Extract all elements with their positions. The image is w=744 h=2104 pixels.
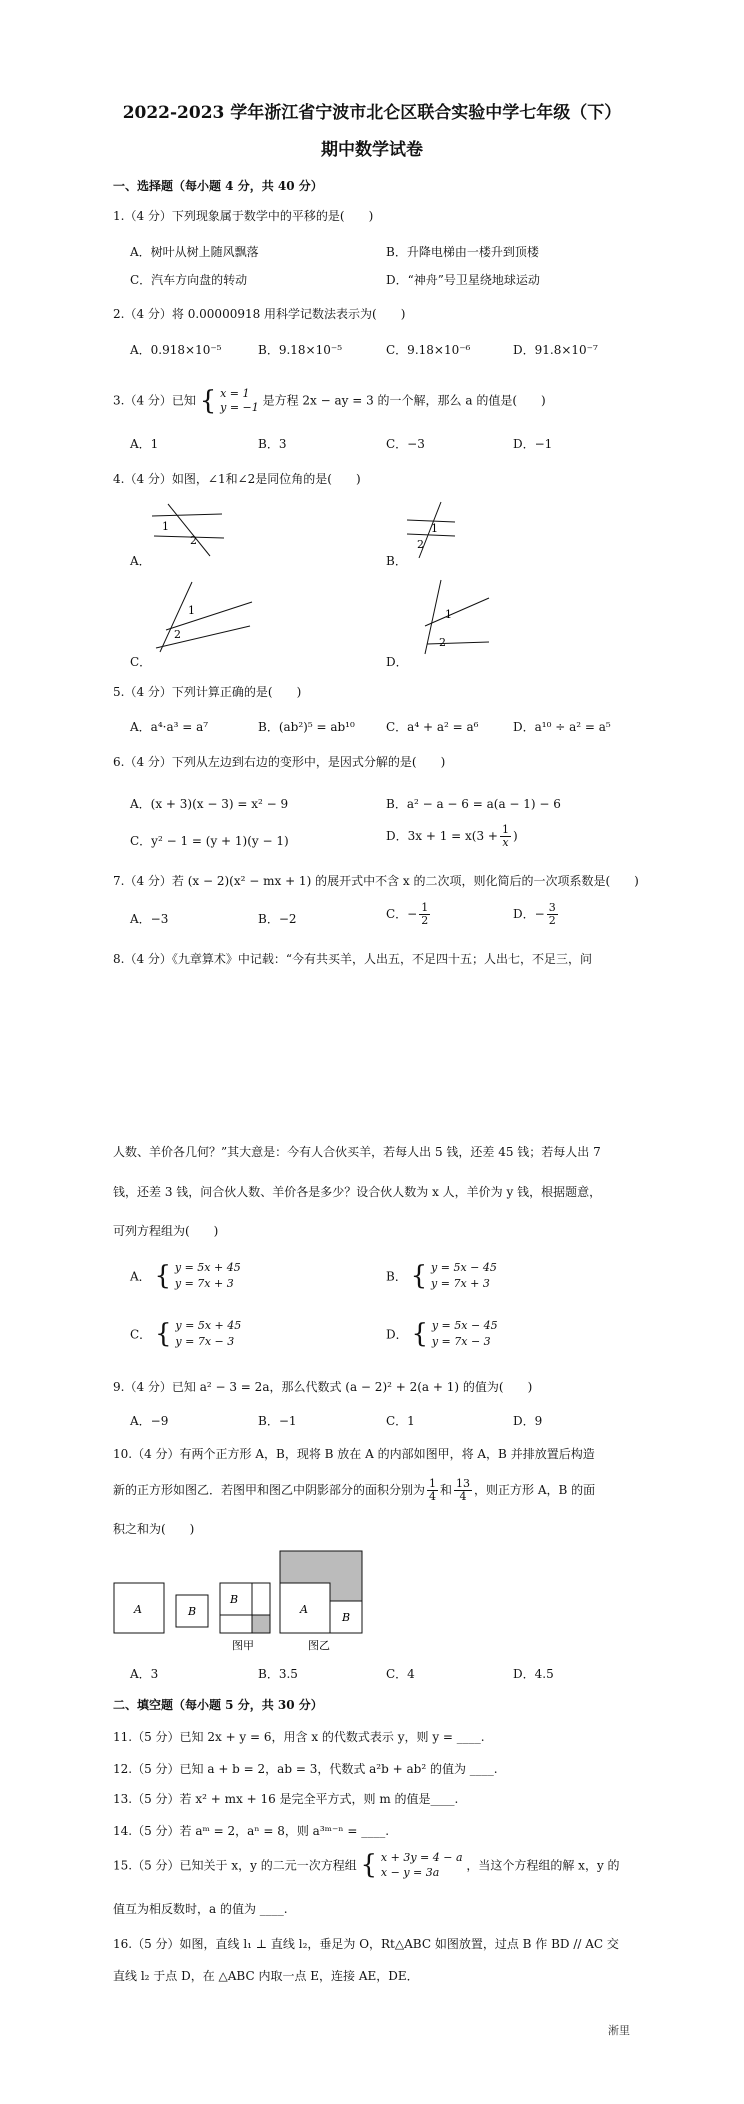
question-4-figure-d (405, 578, 495, 658)
question-7-option-b: B．−2 (258, 912, 297, 926)
question-8-option-d-label: D． (386, 1327, 408, 1342)
question-10-line-2 (113, 1478, 595, 1503)
question-7-option-d-num: 3 (548, 901, 556, 914)
question-4-option-a: A． (130, 554, 151, 568)
question-9-option-d: D．9 (513, 1414, 543, 1428)
question-4-figure-a (150, 500, 230, 560)
question-7-option-c-num: 1 (421, 901, 429, 914)
question-10-option-b: B．3.5 (258, 1667, 298, 1681)
question-4-a-label-1: 1 (162, 520, 169, 533)
question-10-option-c: C．4 (386, 1667, 415, 1681)
question-8-option-a: A． { y = 5x + 45 y = 7x + 3 (130, 1261, 241, 1291)
question-8-stem-line-1: 8.（4 分）《九章算术》中记载：“今有共买羊，人出五，不足四十五；人出七，不足三，问 (113, 952, 593, 966)
question-8-option-a-eq-2: y = 7x + 3 (174, 1277, 234, 1290)
page-watermark: 淅里 (608, 2024, 630, 2037)
question-4-stem: 4.（4 分）如图，∠1和∠2是同位角的是( ) (113, 472, 361, 486)
square-a-label: A (134, 1603, 142, 1616)
question-8-option-b-eq-1: y = 5x − 45 (431, 1261, 497, 1274)
figure-jia-shaded (252, 1615, 270, 1633)
question-2-option-a: A．0.918×10⁻⁵ (130, 343, 222, 357)
question-8-option-d-eq-2: y = 7x − 3 (431, 1335, 491, 1348)
question-4-c-label-2: 2 (174, 628, 181, 641)
question-9-option-a: A．−9 (130, 1414, 169, 1428)
question-10-line-2-mid: 和 (440, 1483, 453, 1497)
question-6-option-d-num: 1 (501, 823, 509, 836)
square-b-label: B (188, 1605, 197, 1618)
question-5-option-b: B．(ab²)⁵ = ab¹⁰ (258, 720, 355, 734)
question-7-option-d (513, 902, 560, 927)
question-6-stem: 6.（4 分）下列从左边到右边的变形中，是因式分解的是( ) (113, 755, 446, 769)
question-4-option-c: C． (130, 655, 152, 669)
question-5-stem: 5.（4 分）下列计算正确的是( ) (113, 685, 302, 699)
question-7-option-d-den: 2 (548, 914, 556, 927)
question-4-d-label-2: 2 (439, 636, 446, 649)
question-7-option-c (386, 902, 432, 927)
question-7-option-c-den: 2 (421, 914, 429, 927)
question-8-stem-line-3: 钱，还差 3 钱，问合伙人数、羊价各是多少？设合伙人数为 x 人，羊价为 y 钱，根据题意， (113, 1185, 602, 1199)
question-8-option-b-label: B． (386, 1269, 407, 1284)
question-10-option-a: A．3 (130, 1667, 159, 1681)
question-10-option-d: D．4.5 (513, 1667, 554, 1681)
question-15-line-1: 15.（5 分）已知关于 x，y 的二元一次方程组 { x + 3y = 4 − a x − y = 3a ，当这个方程组的解 x，y 的 (113, 1850, 620, 1880)
question-2-stem: 2.（4 分）将 0.00000918 用科学记数法表示为( ) (113, 307, 406, 321)
question-10-frac-1-num: 1 (429, 1477, 437, 1490)
section-heading-fill: 二、填空题（每小题 5 分，共 30 分） (113, 1698, 323, 1712)
question-4-a-label-2: 2 (190, 534, 197, 547)
question-5-option-c: C．a⁴ + a² = a⁶ (386, 720, 479, 734)
question-5-option-d: D．a¹⁰ ÷ a² = a⁵ (513, 720, 611, 734)
section-heading-choice: 一、选择题（每小题 4 分，共 40 分） (113, 179, 323, 193)
question-6-option-b: B．a² − a − 6 = a(a − 1) − 6 (386, 797, 561, 811)
question-3-option-c: C．−3 (386, 437, 425, 451)
question-9-stem: 9.（4 分）已知 a² − 3 = 2a，那么代数式 (a − 2)² + 2(a + 1) 的值为( ) (113, 1380, 533, 1394)
question-7-stem: 7.（4 分）若 (x − 2)(x² − mx + 1) 的展开式中不含 x 的二次项，则化简后的一次项系数是( ) (113, 874, 639, 888)
question-8-option-c: C． { y = 5x + 45 y = 7x − 3 (130, 1319, 242, 1349)
figure-yi-b-label: B (342, 1611, 351, 1624)
question-1-option-d: D．“神舟”号卫星绕地球运动 (386, 273, 540, 287)
question-6-option-d (386, 824, 518, 849)
question-2-option-b: B．9.18×10⁻⁵ (258, 343, 343, 357)
question-3-system-line-2: y = −1 (220, 401, 259, 414)
figure-yi-a-label: A (300, 1603, 308, 1616)
question-10-frac-2-den: 4 (459, 1490, 467, 1503)
question-1-option-c: C．汽车方向盘的转动 (130, 273, 248, 287)
question-2-option-d: D．91.8×10⁻⁷ (513, 343, 598, 357)
question-4-c-label-1: 1 (188, 604, 195, 617)
question-6-option-d-den: x (502, 836, 509, 849)
question-4-b-label-2: 2 (417, 538, 424, 551)
page-subtitle: 期中数学试卷 (321, 140, 423, 160)
question-2-option-c: C．9.18×10⁻⁶ (386, 343, 471, 357)
question-3-option-a: A．1 (130, 437, 159, 451)
question-8-option-c-label: C． (130, 1327, 152, 1342)
question-8-option-a-eq-1: y = 5x + 45 (174, 1261, 241, 1274)
question-10-line-1: 10.（4 分）有两个正方形 A，B，现将 B 放在 A 的内部如图甲，将 A，B 并排放置后构造 (113, 1447, 595, 1461)
question-8-option-b-eq-2: y = 7x + 3 (431, 1277, 490, 1290)
question-8-stem-line-2: 人数、羊价各几何？”其大意是：今有人合伙买羊，若每人出 5 钱，还差 45 钱；若每人出 7 (113, 1145, 601, 1159)
question-9-option-b: B．−1 (258, 1414, 297, 1428)
question-8-option-c-eq-2: y = 7x − 3 (175, 1335, 235, 1348)
figure-jia-caption: 图甲 (232, 1639, 254, 1652)
question-8-option-c-eq-1: y = 5x + 45 (175, 1319, 242, 1332)
question-3-option-b: B．3 (258, 437, 287, 451)
question-10-frac-1-den: 4 (429, 1490, 437, 1503)
question-3-stem-post: 是方程 2x − ay = 3 的一个解，那么 a 的值是( ) (262, 393, 546, 408)
question-1-stem: 1.（4 分）下列现象属于数学中的平移的是( ) (113, 209, 374, 223)
question-8-option-d-eq-1: y = 5x − 45 (431, 1319, 498, 1332)
question-10-line-3: 积之和为( ) (113, 1522, 195, 1536)
question-3-option-d: D．−1 (513, 437, 553, 451)
question-6-option-d-pre: D．3x + 1 = x(3 + (386, 829, 498, 843)
question-15-post: ，当这个方程组的解 x，y 的 (466, 1858, 620, 1873)
figure-yi-caption: 图乙 (308, 1639, 330, 1652)
question-3-stem: 3.（4 分）已知 { x = 1 y = −1 是方程 2x − ay = 3 的一个解，那么 a 的值是( ) (113, 386, 546, 416)
question-9-option-c: C．1 (386, 1414, 415, 1428)
question-8-option-a-label: A． (130, 1269, 151, 1284)
question-6-option-c: C．y² − 1 = (y + 1)(y − 1) (130, 834, 289, 848)
question-15-line-2: 值互为相反数时，a 的值为 ____. (113, 1902, 288, 1916)
question-10-frac-2-num: 13 (456, 1477, 471, 1490)
question-4-option-d: D． (386, 655, 408, 669)
question-3-system-line-1: x = 1 (220, 387, 250, 400)
question-4-figure-c (150, 580, 255, 655)
question-8-option-b: B． { y = 5x − 45 y = 7x + 3 (386, 1261, 497, 1291)
question-1-option-a: A．树叶从树上随风飘落 (130, 245, 259, 259)
question-4-figure-b (405, 500, 465, 562)
question-16-line-1: 16.（5 分）如图，直线 l₁ ⊥ 直线 l₂，垂足为 O，Rt△ABC 如图放置，过点 B 作 BD // AC 交 (113, 1937, 619, 1951)
question-1-option-b: B．升降电梯由一楼升到顶楼 (386, 245, 539, 259)
question-4-option-b: B． (386, 554, 407, 568)
question-6-option-a: A．(x + 3)(x − 3) = x² − 9 (130, 797, 289, 811)
page-title: 2022-2023 学年浙江省宁波市北仑区联合实验中学七年级（下） (122, 103, 622, 123)
question-7-option-d-pre: D．− (513, 907, 545, 921)
question-10-line-2-post: ，则正方形 A，B 的面 (474, 1483, 596, 1497)
question-4-d-label-1: 1 (445, 608, 452, 621)
question-11: 11.（5 分）已知 2x + y = 6，用含 x 的代数式表示 y，则 y = ____. (113, 1730, 485, 1744)
question-10-figure (112, 1545, 372, 1657)
question-13: 13.（5 分）若 x² + mx + 16 是完全平方式，则 m 的值是____. (113, 1792, 459, 1806)
question-4-b-label-1: 1 (431, 522, 438, 535)
question-5-option-a: A．a⁴·a³ = a⁷ (130, 720, 209, 734)
question-7-option-c-pre: C．− (386, 907, 418, 921)
question-16-line-2: 直线 l₂ 于点 D，在 △ABC 内取一点 E，连接 AE，DE． (113, 1969, 419, 1983)
question-3-stem-pre: 3.（4 分）已知 (113, 393, 196, 408)
question-15-pre: 15.（5 分）已知关于 x，y 的二元一次方程组 (113, 1858, 357, 1873)
figure-jia-b-label: B (230, 1593, 239, 1606)
question-10-line-2-pre: 新的正方形如图乙．若图甲和图乙中阴影部分的面积分别为 (113, 1483, 426, 1497)
question-6-option-d-post: ) (512, 829, 518, 843)
question-12: 12.（5 分）已知 a + b = 2，ab = 3，代数式 a²b + ab² 的值为 ____. (113, 1762, 498, 1776)
question-8-option-d: D． { y = 5x − 45 y = 7x − 3 (386, 1319, 498, 1349)
question-14: 14.（5 分）若 aᵐ = 2，aⁿ = 8，则 a³ᵐ⁻ⁿ = ____. (113, 1824, 390, 1838)
question-8-stem-line-4: 可列方程组为( ) (113, 1224, 219, 1238)
question-15-system-line-2: x − y = 3a (380, 1866, 440, 1879)
question-7-option-a: A．−3 (130, 912, 169, 926)
question-15-system-line-1: x + 3y = 4 − a (380, 1851, 463, 1864)
